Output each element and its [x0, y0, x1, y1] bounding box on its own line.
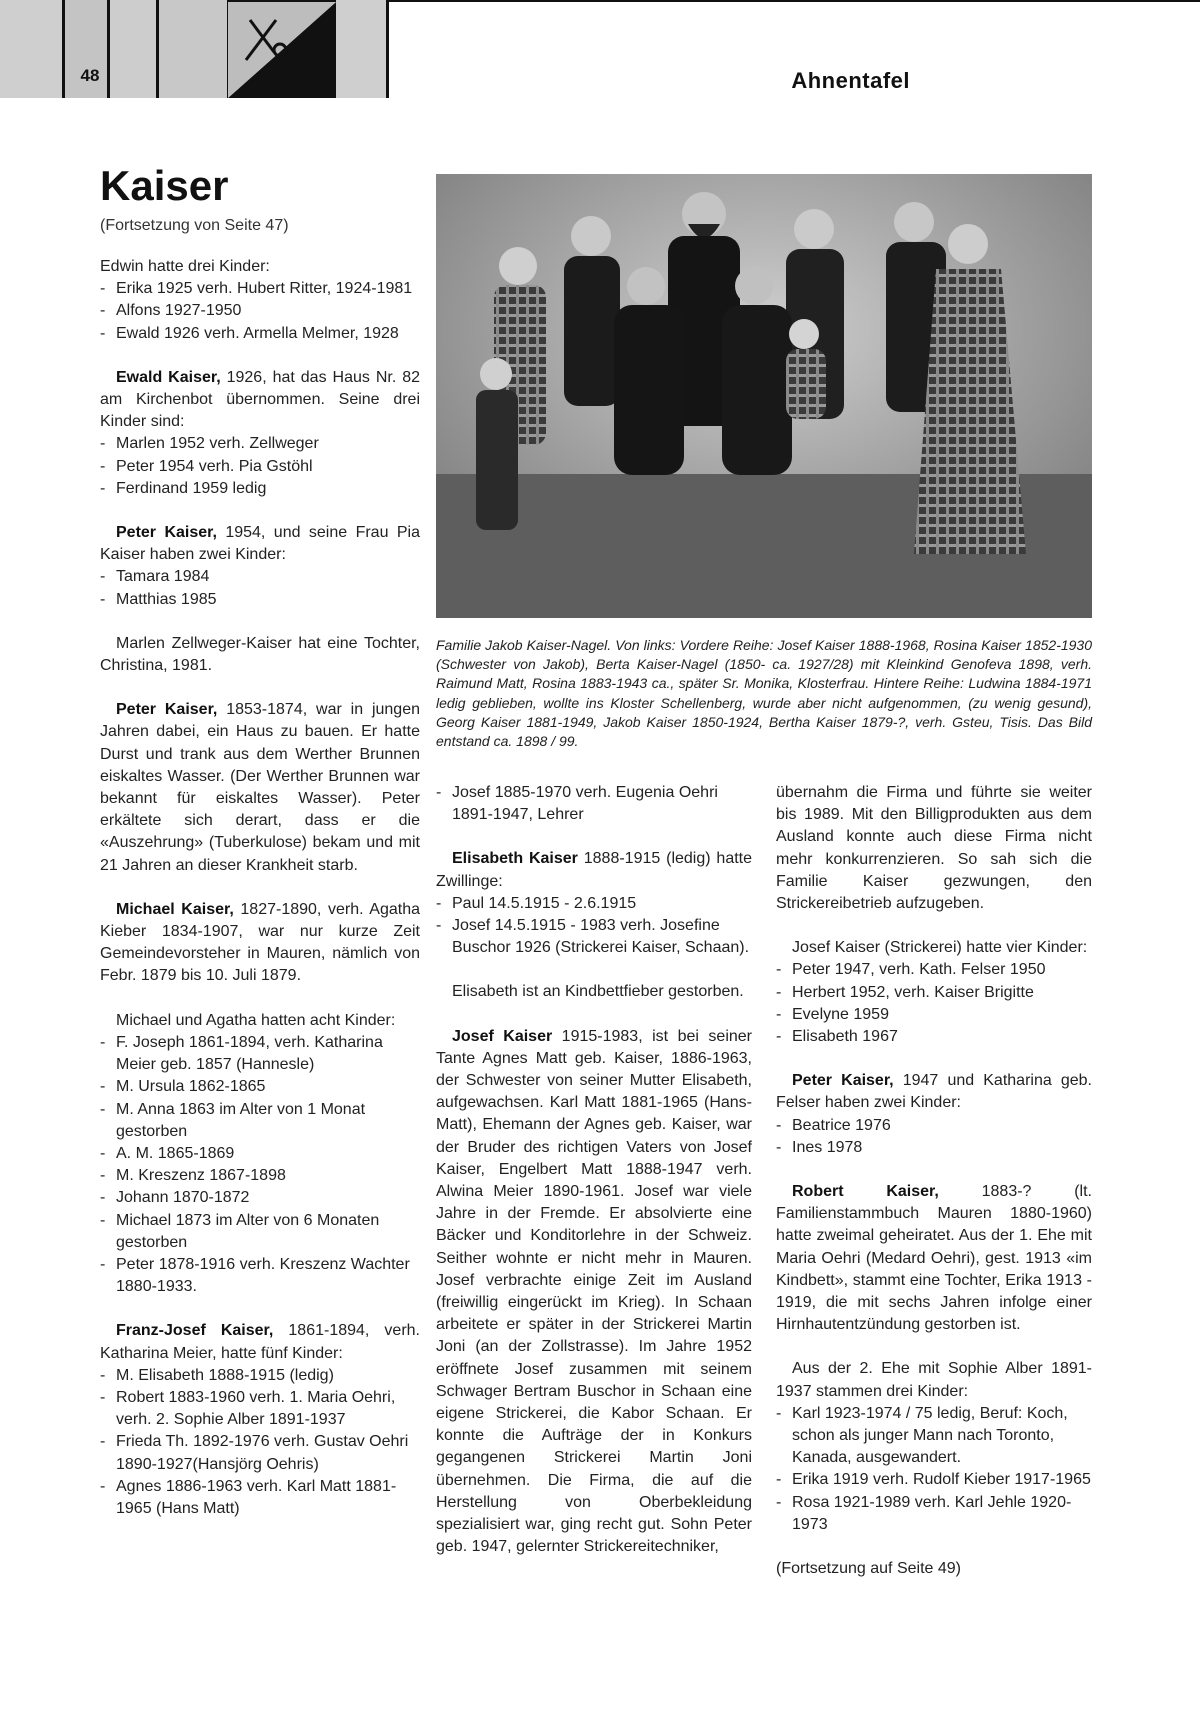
ewald-name: Ewald Kaiser,	[116, 368, 221, 386]
list-item: - Paul 14.5.1915 - 2.6.1915	[436, 893, 752, 915]
list-item: - Herbert 1952, verh. Kaiser Brigitte	[776, 982, 1092, 1004]
list-item: - Ewald 1926 verh. Armella Melmer, 1928	[100, 323, 420, 345]
josef-paragraph	[436, 1026, 752, 1559]
right-column	[776, 782, 1092, 1602]
peter1947-paragraph	[776, 1070, 1092, 1114]
peter1954-children-list	[100, 566, 420, 610]
peter1947-text: 1947 und Katharina geb. Felser haben zwei Kinder:	[776, 1072, 1093, 1112]
list-item: - Rosa 1921-1989 verh. Karl Jehle 1920-1973	[776, 1492, 1092, 1536]
michael-children-list	[100, 1032, 420, 1298]
list-item: - M. Kreszenz 1867-1898	[100, 1165, 420, 1187]
elisabeth-paragraph	[436, 848, 752, 892]
list-item: - Erika 1919 verh. Rudolf Kieber 1917-1965	[776, 1469, 1092, 1491]
list-item: - Ines 1978	[776, 1137, 1092, 1159]
franz-text: 1861-1894, verh. Katharina Meier, hatte fünf Kinder:	[100, 1322, 420, 1362]
peter1954-text: 1954, und seine Frau Pia Kaiser haben zwei Kinder:	[100, 524, 420, 564]
list-item: - Josef 14.5.1915 - 1983 verh. Josefine Buschor 1926 (Strickerei Kaiser, Schaan).	[436, 915, 752, 959]
elisabeth-children-list	[436, 893, 752, 960]
crest-emblem-icon	[228, 2, 336, 98]
list-item: - Peter 1954 verh. Pia Gstöhl	[100, 456, 420, 478]
list-item: - Evelyne 1959	[776, 1004, 1092, 1026]
robert-text: 1883-? (lt. Familienstammbuch Mauren 1880-1960) hatte zweimal geheiratet. Aus der 1. Ehe mit Maria Oehri (Medard Oehri), gest. 1913 «im Kindbett», stammt eine Tochter, Erika 1913 - 1919, die mit sechs Jahren infolge einer Hirnhautentzündung gestorben ist.	[776, 1183, 1092, 1334]
edwin-children-list	[100, 278, 420, 345]
list-item: - Johann 1870-1872	[100, 1187, 420, 1209]
header-decoration	[0, 0, 420, 98]
josef-name: Josef Kaiser	[452, 1027, 553, 1045]
list-item: - Marlen 1952 verh. Zellweger	[100, 433, 420, 455]
peter1853-name: Peter Kaiser,	[116, 701, 218, 719]
marlen-paragraph: Marlen Zellweger-Kaiser hat eine Tochter, Christina, 1981.	[100, 634, 420, 675]
ewald-children-list	[100, 433, 420, 500]
michael-text: 1827-1890, verh. Agatha Kieber 1834-1907, war nur kurze Zeit Gemeindevorsteher in Mauren, nämlich von Febr. 1879 bis 10. Juli 1879.	[100, 900, 420, 985]
elisabeth-name: Elisabeth Kaiser	[452, 850, 578, 868]
family-photo-illustration	[436, 174, 1092, 618]
list-item: - Peter 1878-1916 verh. Kreszenz Wachter 1880-1933.	[100, 1254, 420, 1298]
list-item: - Michael 1873 im Alter von 6 Monaten gestorben	[100, 1210, 420, 1254]
continued-to-note: (Fortsetzung auf Seite 49)	[776, 1560, 961, 1578]
josef-strick-intro: Josef Kaiser (Strickerei) hatte vier Kinder:	[792, 939, 1088, 957]
family-photo	[436, 174, 1092, 618]
list-item: - M. Ursula 1862-1865	[100, 1076, 420, 1098]
michael-paragraph	[100, 899, 420, 988]
list-item: - Frieda Th. 1892-1976 verh. Gustav Oehri 1890-1927(Hansjörg Oehris)	[100, 1431, 420, 1475]
robert-second-intro: Aus der 2. Ehe mit Sophie Alber 1891-1937 stammen drei Kinder:	[776, 1360, 1092, 1400]
list-item: - Tamara 1984	[100, 566, 420, 588]
robert-name: Robert Kaiser,	[792, 1183, 939, 1201]
peter1947-children-list	[776, 1115, 1092, 1159]
list-item: - Peter 1947, verh. Kath. Felser 1950	[776, 959, 1092, 981]
list-item: - Robert 1883-1960 verh. 1. Maria Oehri, verh. 2. Sophie Alber 1891-1937	[100, 1387, 420, 1431]
list-item: - Ferdinand 1959 ledig	[100, 478, 420, 500]
list-item: - Beatrice 1976	[776, 1115, 1092, 1137]
josef-strick-children-list	[776, 959, 1092, 1048]
list-item: - Elisabeth 1967	[776, 1026, 1092, 1048]
list-item: - Alfons 1927-1950	[100, 300, 420, 322]
robert-paragraph	[776, 1181, 1092, 1336]
list-item: - Agnes 1886-1963 verh. Karl Matt 1881-1965 (Hans Matt)	[100, 1476, 420, 1520]
left-column	[100, 256, 420, 1542]
robert-second-children-list	[776, 1403, 1092, 1536]
michael-intro: Michael und Agatha hatten acht Kinder:	[116, 1011, 396, 1029]
section-title: Ahnentafel	[791, 68, 910, 93]
peter1853-text: 1853-1874, war in jungen Jahren dabei, ein Haus zu bauen. Er hatte Durst und trank aus dem Werther Brunnen eiskaltes Wasser. (Der Werther Brunnen war bekannt für eiskaltes Wasser). Peter erkältete sich derart, dass er die «Auszehrung» (Tuberkulose) bekam und mit 21 Jahren an dieser Krankheit starb.	[100, 701, 420, 874]
franz-children-list-cont	[436, 782, 752, 826]
elisabeth-text: 1888-1915 (ledig) hatte Zwillinge:	[436, 850, 752, 890]
list-item: - Matthias 1985	[100, 589, 420, 611]
peter1954-name: Peter Kaiser,	[116, 524, 217, 542]
franz-paragraph	[100, 1320, 420, 1364]
firma-paragraph: übernahm die Firma und führte sie weiter bis 1989. Mit den Billigprodukten aus dem Ausland konnte auch diese Firma nicht mehr konkurrenzieren. So sah sich die Familie Kaiser gezwungen, den Strickereibetrieb aufzugeben.	[776, 784, 1092, 913]
peter1954-paragraph	[100, 522, 420, 566]
list-item: - Josef 1885-1970 verh. Eugenia Oehri 1891-1947, Lehrer	[436, 782, 752, 826]
continued-from-note: (Fortsetzung von Seite 47)	[100, 217, 289, 234]
list-item: - M. Anna 1863 im Alter von 1 Monat gestorben	[100, 1099, 420, 1143]
list-item: - Karl 1923-1974 / 75 ledig, Beruf: Koch, schon als junger Mann nach Toronto, Kanada, ausgewandert.	[776, 1403, 1092, 1470]
list-item: - F. Joseph 1861-1894, verh. Katharina Meier geb. 1857 (Hannesle)	[100, 1032, 420, 1076]
ewald-text: 1926, hat das Haus Nr. 82 am Kirchenbot übernommen. Seine drei Kinder sind:	[100, 368, 421, 431]
list-item: - A. M. 1865-1869	[100, 1143, 420, 1165]
peter1853-paragraph	[100, 699, 420, 877]
list-item: - M. Elisabeth 1888-1915 (ledig)	[100, 1365, 420, 1387]
franz-name: Franz-Josef Kaiser,	[116, 1322, 274, 1340]
josef-text: 1915-1983, ist bei seiner Tante Agnes Matt geb. Kaiser, 1886-1963, der Schwester von seiner Mutter Elisabeth, aufgewachsen. Karl Matt 1881-1965 (Hans-Matt), Ehemann der Agnes geb. Kaiser, war der Bruder des richtigen Vaters von Josef Kaiser, Engelbert Matt 1888-1947 verh. Alwina Meier 1890-1961. Josef war viele Jahre in der Fremde. Er absolvierte eine Bäcker und Konditorlehre in der Schweiz. Seither wohnte er nicht mehr in Mauren. Josef verbrachte einige Zeit im Ausland (freiwillig eingerückt im Krieg). In Schaan arbeitete er später in der Strickerei Martin Joni (an der Zollstrasse). Im Jahre 1952 eröffnete Josef zusammen mit seinem Schwager Bertram Buschor in Schaan eine eigene Strickerei, die Kabor Schaan. Er konnte die Aufträge der in Konkurs gegangenen Strickerei Martin Joni übernehmen. Die Firma, die auf die Herstellung von Oberbekleidung spezialisiert war, ging recht gut. Sohn Peter geb. 1947, gelernter Strickereitechniker,	[436, 1027, 752, 1556]
ewald-paragraph	[100, 367, 420, 434]
page-header	[0, 0, 1200, 100]
page-number: 48	[80, 66, 100, 85]
elisabeth-note: Elisabeth ist an Kindbettfieber gestorben.	[452, 983, 744, 1001]
peter1947-name: Peter Kaiser,	[792, 1072, 894, 1090]
list-item: - Erika 1925 verh. Hubert Ritter, 1924-1981	[100, 278, 420, 300]
edwin-intro: Edwin hatte drei Kinder:	[100, 258, 270, 275]
article-title: Kaiser	[100, 162, 229, 209]
photo-caption: Familie Jakob Kaiser-Nagel. Von links: Vordere Reihe: Josef Kaiser 1888-1968, Rosina Kaiser 1852-1930 (Schwester von Jakob), Berta Kaiser-Nagel (1850- ca. 1927/28) mit Kleinkind Genofeva 1898, verh. Raimund Matt, Rosina 1883-1943 ca., später Sr. Monika, Klosterfrau. Hintere Reihe: Ludwina 1884-1971 ledig geblieben, wollte ins Kloster Schellenberg, wurde aber nicht aufgenommen, (zu wenig gesund), Georg Kaiser 1881-1949, Jakob Kaiser 1850-1924, Bertha Kaiser 1879-?, verh. Gsteu, Tisis. Das Bild entstand ca. 1898 / 99.	[436, 637, 1092, 750]
middle-column	[436, 782, 752, 1581]
franz-children-list	[100, 1365, 420, 1520]
michael-name: Michael Kaiser,	[116, 900, 234, 918]
